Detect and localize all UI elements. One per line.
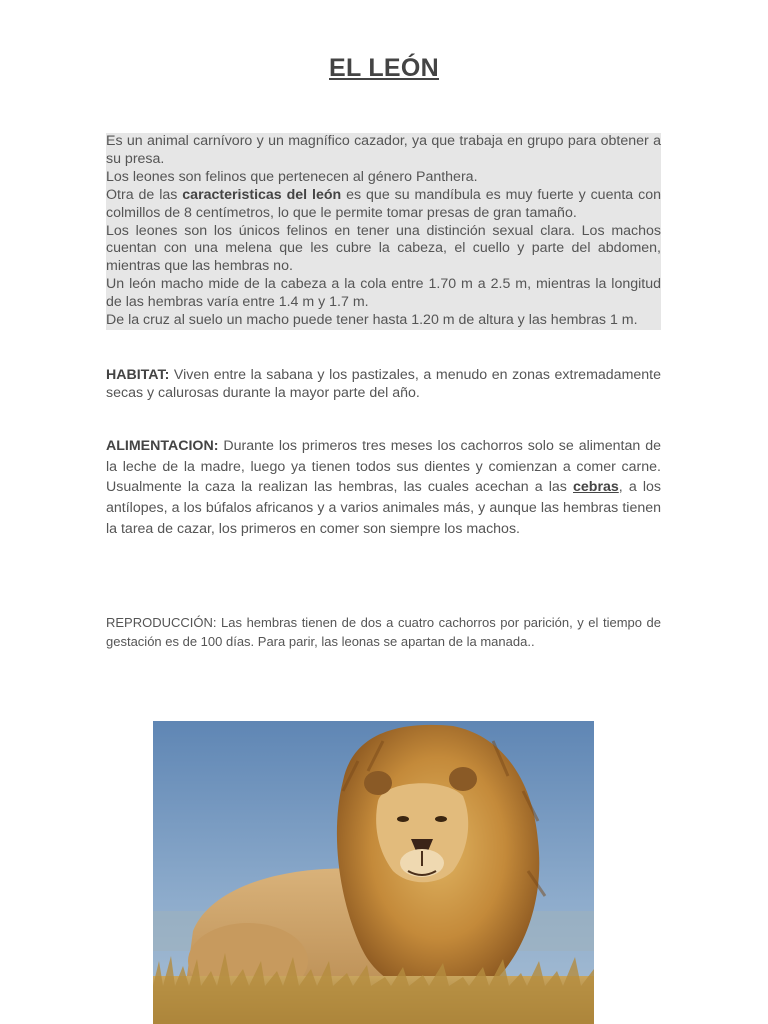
alimentacion-text-start: Durante los primeros tres meses los cachorros solo se alimentan de la leche de la madre, luego ya tienen todos sus dientes y comienzan a comer carne. Usualmente la caza la realizan las hembras, las cuales acechan a las [106, 438, 661, 496]
reproduccion-text: Las hembras tienen de dos a cuatro cachorros por parición, y el tiempo de gestación es de 100 días. Para parir, las leonas se apartan de la manada.. [106, 615, 661, 649]
habitat-text: Viven entre la sabana y los pastizales, a menudo en zonas extremadamente secas y calurosas durante la mayor parte del año. [106, 367, 661, 401]
reproduccion-label: REPRODUCCIÓN: [106, 615, 217, 630]
alimentacion-paragraph [106, 436, 661, 540]
intro-line-3 [106, 187, 661, 223]
lion-photo [153, 721, 594, 1024]
alimentacion-label: ALIMENTACION: [106, 438, 219, 454]
intro-line-2: Los leones son felinos que pertenecen al género Panthera. [106, 168, 478, 185]
intro-line-3-bold: caracteristicas del león [182, 186, 342, 203]
document-title: EL LEÓN [329, 54, 439, 82]
intro-line-4: Los leones son los únicos felinos en tener una distinción sexual clara. Los machos cuentan con una melena que les cubre la cabeza, el cuello y parte del abdomen, mientras que las hembras no. [106, 222, 661, 275]
intro-line-6: De la cruz al suelo un macho puede tener hasta 1.20 m de altura y las hembras 1 m. [106, 312, 638, 329]
cebras-link[interactable]: cebras [573, 479, 619, 496]
reproduccion-paragraph [106, 613, 661, 651]
intro-line-3-end: es que su mandíbula es muy fuerte y cuenta con colmillos de 8 centímetros, lo que le permite tomar presas de gran tamaño. [106, 186, 661, 221]
intro-line-1: Es un animal carnívoro y un magnífico cazador, ya que trabaja en grupo para obtener a su presa. [106, 133, 661, 167]
intro-line-5: Un león macho mide de la cabeza a la cola entre 1.70 m a 2.5 m, mientras la longitud de las hembras varía entre 1.4 m y 1.7 m. [106, 276, 661, 311]
intro-block [106, 133, 661, 330]
habitat-paragraph [106, 366, 661, 402]
alimentacion-text-end: , a los antílopes, a los búfalos africanos y a varios animales más, y aunque las hembras tienen la tarea de cazar, los primeros en comer son siempre los machos. [106, 479, 661, 537]
intro-line-3-start: Otra de las [106, 186, 183, 203]
habitat-label: HABITAT: [106, 367, 170, 383]
